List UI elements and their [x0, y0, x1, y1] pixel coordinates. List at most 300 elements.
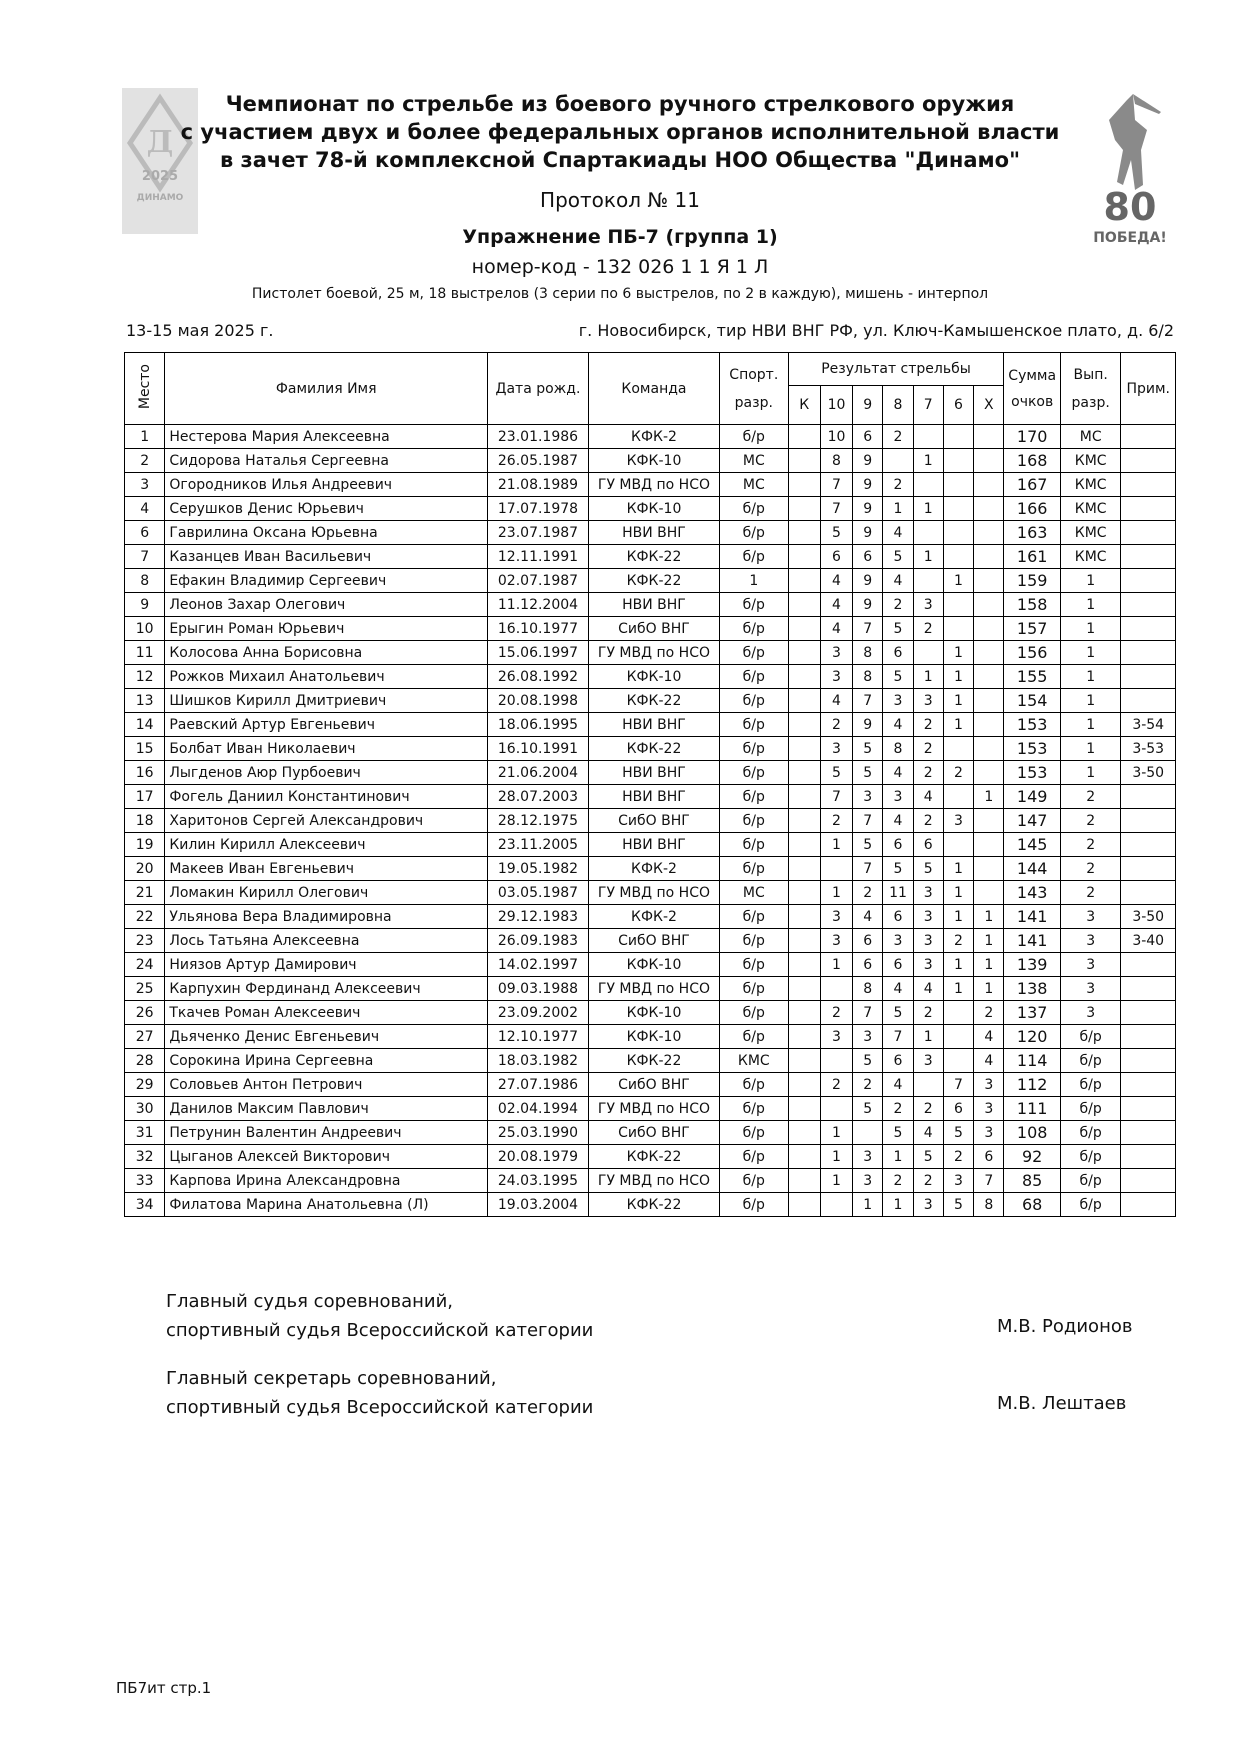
table-cell: Килин Кирилл Алексеевич [165, 833, 488, 857]
table-cell: Серушков Денис Юрьевич [165, 497, 488, 521]
table-cell: Колосова Анна Борисовна [165, 641, 488, 665]
table-cell: 2 [883, 1097, 913, 1121]
table-cell: 14 [125, 713, 165, 737]
table-cell: 4 [913, 785, 943, 809]
table-cell [788, 857, 820, 881]
table-cell: КФК-22 [588, 569, 719, 593]
table-cell [943, 617, 973, 641]
exercise-title: Упражнение ПБ-7 (группа 1) [462, 226, 778, 248]
table-cell [1121, 1025, 1176, 1049]
table-cell: 1 [943, 665, 973, 689]
table-cell [974, 617, 1004, 641]
table-cell: 5 [853, 1049, 883, 1073]
table-cell: 149 [1004, 785, 1060, 809]
table-cell: Ефакин Владимир Сергеевич [165, 569, 488, 593]
table-cell: б/р [720, 1025, 789, 1049]
table-row [125, 857, 1176, 881]
table-cell: 3 [853, 1145, 883, 1169]
table-cell: б/р [1060, 1121, 1121, 1145]
table-cell [788, 593, 820, 617]
table-cell: Рожков Михаил Анатольевич [165, 665, 488, 689]
table-cell [1121, 641, 1176, 665]
table-cell: 7 [853, 689, 883, 713]
table-cell: б/р [720, 1193, 789, 1217]
table-cell: 3 [883, 689, 913, 713]
table-cell: Фогель Даниил Константинович [165, 785, 488, 809]
table-cell: МС [720, 881, 789, 905]
table-row [125, 737, 1176, 761]
table-cell [974, 833, 1004, 857]
table-row [125, 545, 1176, 569]
svg-text:Д: Д [146, 125, 174, 160]
table-cell: 17.07.1978 [488, 497, 589, 521]
table-row [125, 521, 1176, 545]
table-cell: 141 [1004, 929, 1060, 953]
table-cell: Казанцев Иван Васильевич [165, 545, 488, 569]
title-line-2: с участием двух и более федеральных органов исполнительной власти [180, 120, 1060, 144]
table-cell [788, 1145, 820, 1169]
table-cell: 2 [820, 1001, 852, 1025]
table-cell: 24 [125, 953, 165, 977]
table-cell [974, 641, 1004, 665]
table-cell: 23 [125, 929, 165, 953]
table-cell: 1 [820, 1145, 852, 1169]
table-cell [913, 473, 943, 497]
table-cell: 7 [820, 785, 852, 809]
table-cell: НВИ ВНГ [588, 713, 719, 737]
table-cell: 1 [943, 905, 973, 929]
table-row [125, 665, 1176, 689]
table-cell: 1 [943, 953, 973, 977]
table-cell: 19.05.1982 [488, 857, 589, 881]
table-cell [1121, 1145, 1176, 1169]
secretary-title [166, 1364, 593, 1422]
table-cell [1121, 833, 1176, 857]
table-cell [974, 689, 1004, 713]
table-cell: 3 [125, 473, 165, 497]
judge-title-line-2: спортивный судья Всероссийской категории [166, 1320, 594, 1341]
table-cell [788, 545, 820, 569]
table-cell: 4 [820, 593, 852, 617]
table-row [125, 953, 1176, 977]
table-cell: 7 [853, 617, 883, 641]
table-cell: 23.07.1987 [488, 521, 589, 545]
table-cell [820, 1097, 852, 1121]
table-cell: б/р [1060, 1145, 1121, 1169]
table-row [125, 809, 1176, 833]
table-cell: 167 [1004, 473, 1060, 497]
table-cell: 2 [913, 737, 943, 761]
table-cell: КФК-22 [588, 545, 719, 569]
table-cell: 3 [820, 1025, 852, 1049]
table-cell [1121, 617, 1176, 641]
table-cell: НВИ ВНГ [588, 833, 719, 857]
table-cell: 9 [853, 449, 883, 473]
table-cell: 2 [913, 617, 943, 641]
table-cell: 25.03.1990 [488, 1121, 589, 1145]
table-cell: СибО ВНГ [588, 617, 719, 641]
table-cell [974, 713, 1004, 737]
table-cell: 14.02.1997 [488, 953, 589, 977]
table-cell [788, 833, 820, 857]
table-cell: б/р [720, 977, 789, 1001]
table-cell: 1 [1060, 617, 1121, 641]
table-cell: 159 [1004, 569, 1060, 593]
table-cell [1121, 593, 1176, 617]
table-cell [1121, 689, 1176, 713]
table-cell [788, 641, 820, 665]
table-cell: 3 [974, 1073, 1004, 1097]
table-cell: 4 [974, 1049, 1004, 1073]
table-cell: КФК-2 [588, 905, 719, 929]
table-cell [788, 881, 820, 905]
table-cell: 16.10.1991 [488, 737, 589, 761]
table-cell: 1 [974, 953, 1004, 977]
table-cell [974, 665, 1004, 689]
table-cell: КМС [1060, 545, 1121, 569]
logo-80: 80 [1103, 185, 1157, 229]
table-cell: 5 [853, 833, 883, 857]
table-cell: ГУ МВД по НСО [588, 977, 719, 1001]
table-cell [788, 1121, 820, 1145]
table-cell: 3 [820, 641, 852, 665]
table-cell: 7 [853, 857, 883, 881]
table-cell: 25 [125, 977, 165, 1001]
table-cell [788, 785, 820, 809]
table-cell: 6 [883, 905, 913, 929]
table-cell: 8 [820, 449, 852, 473]
table-cell [820, 1049, 852, 1073]
table-cell [974, 881, 1004, 905]
table-cell: б/р [720, 1001, 789, 1025]
table-row [125, 1001, 1176, 1025]
table-row [125, 425, 1176, 449]
table-cell: 5 [853, 737, 883, 761]
table-cell [788, 977, 820, 1001]
table-cell: 153 [1004, 737, 1060, 761]
table-cell: 15 [125, 737, 165, 761]
table-cell [883, 449, 913, 473]
table-cell: 09.03.1988 [488, 977, 589, 1001]
table-row [125, 929, 1176, 953]
table-cell: б/р [1060, 1193, 1121, 1217]
table-cell: Сидорова Наталья Сергеевна [165, 449, 488, 473]
table-cell [788, 521, 820, 545]
table-cell [788, 1193, 820, 1217]
table-cell [943, 785, 973, 809]
col-9: 9 [853, 386, 883, 425]
table-cell: 3-40 [1121, 929, 1176, 953]
judge-title-line-1: Главный судья соревнований, [166, 1291, 453, 1312]
table-cell: 108 [1004, 1121, 1060, 1145]
table-cell: МС [720, 449, 789, 473]
table-cell: 6 [883, 1049, 913, 1073]
table-row [125, 593, 1176, 617]
table-cell [913, 641, 943, 665]
table-cell: 2 [820, 809, 852, 833]
table-cell: 8 [853, 665, 883, 689]
table-cell: б/р [720, 713, 789, 737]
table-cell: б/р [1060, 1025, 1121, 1049]
table-cell: СибО ВНГ [588, 1073, 719, 1097]
table-cell: 3 [853, 1169, 883, 1193]
table-row [125, 977, 1176, 1001]
table-cell: 2 [1060, 857, 1121, 881]
table-cell: КМС [1060, 449, 1121, 473]
table-cell: 1 [943, 713, 973, 737]
table-cell: 3-50 [1121, 905, 1176, 929]
table-cell: 3 [913, 1193, 943, 1217]
table-cell: Ломакин Кирилл Олегович [165, 881, 488, 905]
table-cell [943, 737, 973, 761]
table-cell: 3 [913, 1049, 943, 1073]
table-cell: КФК-10 [588, 665, 719, 689]
table-row [125, 641, 1176, 665]
table-cell: 2 [1060, 785, 1121, 809]
table-cell: 1 [943, 881, 973, 905]
table-cell: 3 [913, 593, 943, 617]
table-cell: 6 [125, 521, 165, 545]
table-cell: б/р [720, 425, 789, 449]
table-cell: 144 [1004, 857, 1060, 881]
table-cell: б/р [720, 1121, 789, 1145]
table-cell: 1 [820, 1121, 852, 1145]
table-cell: 5 [853, 761, 883, 785]
table-cell [943, 449, 973, 473]
table-cell [788, 689, 820, 713]
table-cell: 6 [853, 425, 883, 449]
table-cell: 4 [125, 497, 165, 521]
table-cell: КФК-22 [588, 1049, 719, 1073]
table-cell: 139 [1004, 953, 1060, 977]
table-cell: 2 [913, 1169, 943, 1193]
table-cell: 22 [125, 905, 165, 929]
table-cell: 7 [853, 1001, 883, 1025]
table-cell: КФК-10 [588, 449, 719, 473]
col-rank: Спорт. разр. [720, 353, 789, 425]
table-cell: 17 [125, 785, 165, 809]
table-cell: 03.05.1987 [488, 881, 589, 905]
table-cell: 1 [974, 977, 1004, 1001]
logo-name: ДИНАМО [136, 193, 184, 203]
table-cell: 1 [913, 497, 943, 521]
table-cell [1121, 425, 1176, 449]
table-cell: 18 [125, 809, 165, 833]
table-cell [788, 1073, 820, 1097]
results-table [124, 352, 1176, 1217]
table-cell: б/р [720, 689, 789, 713]
table-cell: 3-50 [1121, 761, 1176, 785]
table-cell: 141 [1004, 905, 1060, 929]
table-cell: 1 [883, 1193, 913, 1217]
table-cell [943, 833, 973, 857]
table-cell: 3 [1060, 905, 1121, 929]
table-cell: б/р [720, 785, 789, 809]
table-cell [913, 1073, 943, 1097]
table-cell: 30 [125, 1097, 165, 1121]
table-cell: 3 [820, 737, 852, 761]
table-cell: 27 [125, 1025, 165, 1049]
table-cell: 2 [125, 449, 165, 473]
table-cell: 2 [913, 1001, 943, 1025]
table-cell: 9 [853, 569, 883, 593]
exercise-description: Пистолет боевой, 25 м, 18 выстрелов (3 серии по 6 выстрелов, по 2 в каждую), мишень - интерпол [251, 286, 989, 302]
table-cell: 3 [853, 1025, 883, 1049]
table-cell: 6 [913, 833, 943, 857]
table-cell: 29 [125, 1073, 165, 1097]
table-cell: 12.11.1991 [488, 545, 589, 569]
table-cell [974, 737, 1004, 761]
table-cell: 8 [853, 977, 883, 1001]
table-row [125, 1169, 1176, 1193]
table-cell: 2 [883, 593, 913, 617]
table-cell: 15.06.1997 [488, 641, 589, 665]
table-cell: 4 [883, 569, 913, 593]
table-cell: 1 [1060, 737, 1121, 761]
table-cell: 5 [853, 1097, 883, 1121]
table-cell [913, 521, 943, 545]
table-cell: 7 [125, 545, 165, 569]
table-cell: Лось Татьяна Алексеевна [165, 929, 488, 953]
table-cell: КМС [1060, 521, 1121, 545]
table-cell: 138 [1004, 977, 1060, 1001]
table-cell [820, 857, 852, 881]
table-cell: 1 [943, 857, 973, 881]
table-row [125, 833, 1176, 857]
table-cell: 28.07.2003 [488, 785, 589, 809]
col-sum: Сумма очков [1004, 353, 1060, 425]
table-cell: СибО ВНГ [588, 929, 719, 953]
table-cell: 3-54 [1121, 713, 1176, 737]
table-cell: б/р [720, 497, 789, 521]
table-cell: Ерыгин Роман Юрьевич [165, 617, 488, 641]
table-cell: б/р [720, 761, 789, 785]
protocol-number: Протокол № 11 [540, 188, 700, 212]
table-cell: 10 [125, 617, 165, 641]
table-cell [1121, 449, 1176, 473]
table-cell [788, 737, 820, 761]
table-cell: 1 [943, 569, 973, 593]
table-cell: КФК-2 [588, 857, 719, 881]
table-cell: 16.10.1977 [488, 617, 589, 641]
table-cell: 4 [913, 977, 943, 1001]
table-cell [974, 449, 1004, 473]
table-cell: 20.08.1979 [488, 1145, 589, 1169]
table-row [125, 1073, 1176, 1097]
table-cell [1121, 473, 1176, 497]
table-cell: 3-53 [1121, 737, 1176, 761]
table-cell: 170 [1004, 425, 1060, 449]
table-cell: 02.04.1994 [488, 1097, 589, 1121]
table-cell: 4 [913, 1121, 943, 1145]
table-cell: 3 [883, 929, 913, 953]
table-cell: 20.08.1998 [488, 689, 589, 713]
table-cell: 166 [1004, 497, 1060, 521]
table-cell: 1 [853, 1193, 883, 1217]
table-cell: 137 [1004, 1001, 1060, 1025]
table-cell [788, 425, 820, 449]
table-cell: 19 [125, 833, 165, 857]
table-cell: б/р [720, 857, 789, 881]
table-cell [943, 593, 973, 617]
table-cell: б/р [720, 953, 789, 977]
table-cell [974, 761, 1004, 785]
table-cell: 24.03.1995 [488, 1169, 589, 1193]
table-cell: 1 [943, 977, 973, 1001]
table-cell: КФК-10 [588, 497, 719, 521]
table-cell: 3 [820, 665, 852, 689]
table-cell: 112 [1004, 1073, 1060, 1097]
table-cell [974, 545, 1004, 569]
table-cell: 1 [1060, 761, 1121, 785]
table-cell: 156 [1004, 641, 1060, 665]
table-cell: б/р [720, 617, 789, 641]
table-cell: 147 [1004, 809, 1060, 833]
table-cell [974, 569, 1004, 593]
table-cell: Шишков Кирилл Дмитриевич [165, 689, 488, 713]
table-cell: 8 [125, 569, 165, 593]
table-cell [788, 953, 820, 977]
col-name: Фамилия Имя [165, 353, 488, 425]
col-k: К [788, 386, 820, 425]
table-cell [788, 1049, 820, 1073]
table-cell: 1 [974, 905, 1004, 929]
table-cell: 2 [1060, 881, 1121, 905]
table-cell: СибО ВНГ [588, 1121, 719, 1145]
table-cell: 11.12.2004 [488, 593, 589, 617]
table-row [125, 881, 1176, 905]
table-cell: КФК-22 [588, 1145, 719, 1169]
table-cell: 1 [125, 425, 165, 449]
title [0, 90, 1240, 174]
table-cell: 9 [853, 473, 883, 497]
table-cell: 114 [1004, 1049, 1060, 1073]
table-cell [788, 761, 820, 785]
col-place: Место [125, 353, 165, 425]
table-cell: 1 [1060, 593, 1121, 617]
table-cell: Соловьев Антон Петрович [165, 1073, 488, 1097]
table-cell: 2 [883, 1169, 913, 1193]
table-cell: МС [720, 473, 789, 497]
table-cell: 5 [820, 761, 852, 785]
table-cell: 3 [913, 929, 943, 953]
table-cell: 8 [974, 1193, 1004, 1217]
table-cell: б/р [720, 1145, 789, 1169]
table-cell [974, 425, 1004, 449]
table-cell [820, 977, 852, 1001]
table-cell: 2 [1060, 833, 1121, 857]
table-cell: НВИ ВНГ [588, 593, 719, 617]
exercise-code: номер-код - 132 026 1 1 Я 1 Л [471, 256, 769, 278]
table-cell: 9 [853, 521, 883, 545]
judge-title [166, 1287, 593, 1345]
table-cell: 3 [1060, 953, 1121, 977]
table-cell [820, 1193, 852, 1217]
table-cell: б/р [720, 545, 789, 569]
table-cell: ГУ МВД по НСО [588, 1097, 719, 1121]
table-cell: 1 [883, 1145, 913, 1169]
table-cell: 7 [974, 1169, 1004, 1193]
table-cell: Харитонов Сергей Александрович [165, 809, 488, 833]
table-cell: 7 [853, 809, 883, 833]
table-cell: 4 [820, 617, 852, 641]
table-cell: 1 [883, 497, 913, 521]
table-cell: 5 [943, 1121, 973, 1145]
table-cell [943, 1001, 973, 1025]
table-row [125, 569, 1176, 593]
table-cell: ГУ МВД по НСО [588, 1169, 719, 1193]
table-cell: 2 [853, 881, 883, 905]
